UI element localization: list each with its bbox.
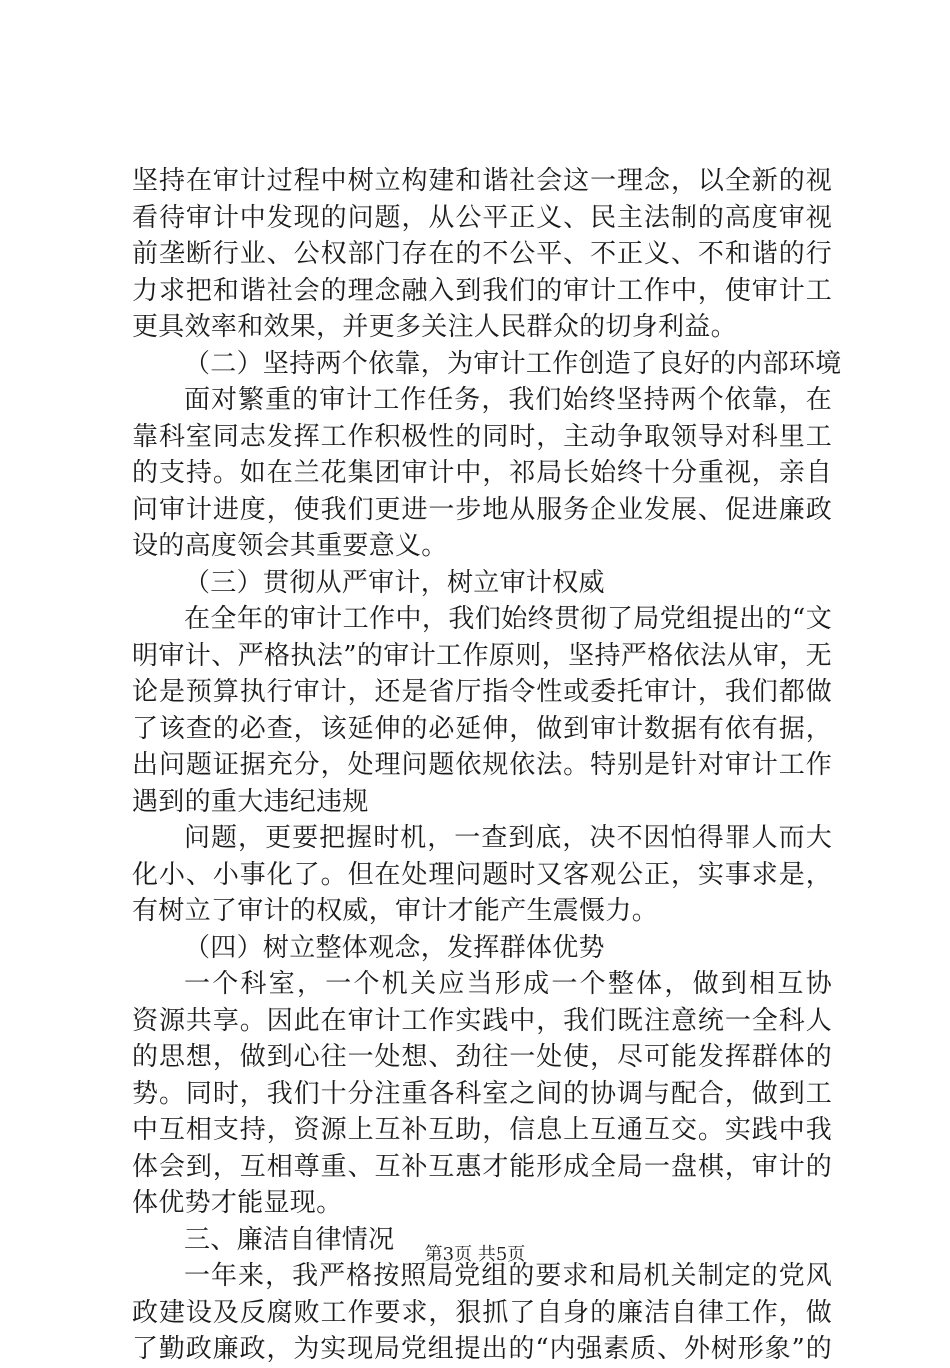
text-line: 势。同时，我们十分注重各科室之间的协调与配合，做到工: [132, 1078, 832, 1109]
text-line: 了该查的必查，该延伸的必延伸，做到审计数据有依有据，: [132, 713, 832, 744]
text-line: 前垄断行业、公权部门存在的不公平、不正义、不和谐的行: [132, 239, 832, 269]
text-line: 坚持在审计过程中树立构建和谐社会这一理念，以全新的视: [132, 166, 832, 196]
text-line: 看待审计中发现的问题，从公平正义、民主法制的高度审视: [132, 202, 832, 233]
text-line: 资源共享。因此在审计工作实践中，我们既注意统一全科人: [132, 1005, 832, 1036]
text-line: 力求把和谐社会的理念融入到我们的审计工作中，使审计工: [132, 275, 832, 306]
text-line: 了勤政廉政，为实现局党组提出的“内强素质、外树形象”的: [132, 1334, 832, 1364]
text-line: 体优势才能显现。: [132, 1188, 343, 1218]
text-line: （二）坚持两个依靠，为审计工作创造了良好的内部环境: [184, 348, 842, 379]
text-line: 中互相支持，资源上互补互助，信息上互通互交。实践中我: [132, 1115, 832, 1145]
document-body: [132, 163, 842, 1368]
text-line: 在全年的审计工作中，我们始终贯彻了局党组提出的“文: [184, 604, 832, 634]
text-line: （三）贯彻从严审计，树立审计权威: [184, 567, 605, 598]
text-line: 一年来，我严格按照局党组的要求和局机关制定的党风: [184, 1261, 832, 1291]
text-line: 问审计进度，使我们更进一步地从服务企业发展、促进廉政: [132, 494, 832, 525]
text-line: 靠科室同志发挥工作积极性的同时，主动争取领导对科里工: [132, 421, 832, 452]
text-line: 化小、小事化了。但在处理问题时又客观公正，实事求是，: [132, 859, 832, 890]
page-footer: 第3页 共5页: [424, 1244, 526, 1265]
text-line: 论是预算执行审计，还是省厅指令性或委托审计，我们都做: [132, 677, 832, 707]
text-line: 明审计、严格执法”的审计工作原则，坚持严格依法从审，无: [132, 640, 832, 671]
text-line: 的思想，做到心往一处想、劲往一处使，尽可能发挥群体的: [132, 1042, 832, 1072]
text-line: 遇到的重大违纪违规: [132, 786, 369, 817]
text-line: 更具效率和效果，并更多关注人民群众的切身利益。: [132, 312, 737, 342]
text-line: 设的高度领会其重要意义。: [132, 531, 448, 561]
text-line: 一个科室，一个机关应当形成一个整体，做到相互协: [184, 969, 832, 999]
text-line: 三、廉洁自律情况: [184, 1224, 395, 1255]
text-line: （四）树立整体观念，发挥群体优势: [184, 932, 605, 963]
text-line: 政建设及反腐败工作要求，狠抓了自身的廉洁自律工作，做: [132, 1297, 832, 1328]
text-line: 的支持。如在兰花集团审计中，祁局长始终十分重视，亲自: [132, 458, 832, 488]
text-line: 有树立了审计的权威，审计才能产生震慑力。: [132, 896, 659, 926]
text-line: 体会到，互相尊重、互补互惠才能形成全局一盘棋，审计的: [132, 1151, 832, 1182]
text-line: 面对繁重的审计工作任务，我们始终坚持两个依靠，在: [184, 385, 832, 415]
text-line: 问题，更要把握时机，一查到底，决不因怕得罪人而大: [184, 823, 832, 853]
text-line: 出问题证据充分，处理问题依规依法。特别是针对审计工作: [132, 750, 832, 780]
